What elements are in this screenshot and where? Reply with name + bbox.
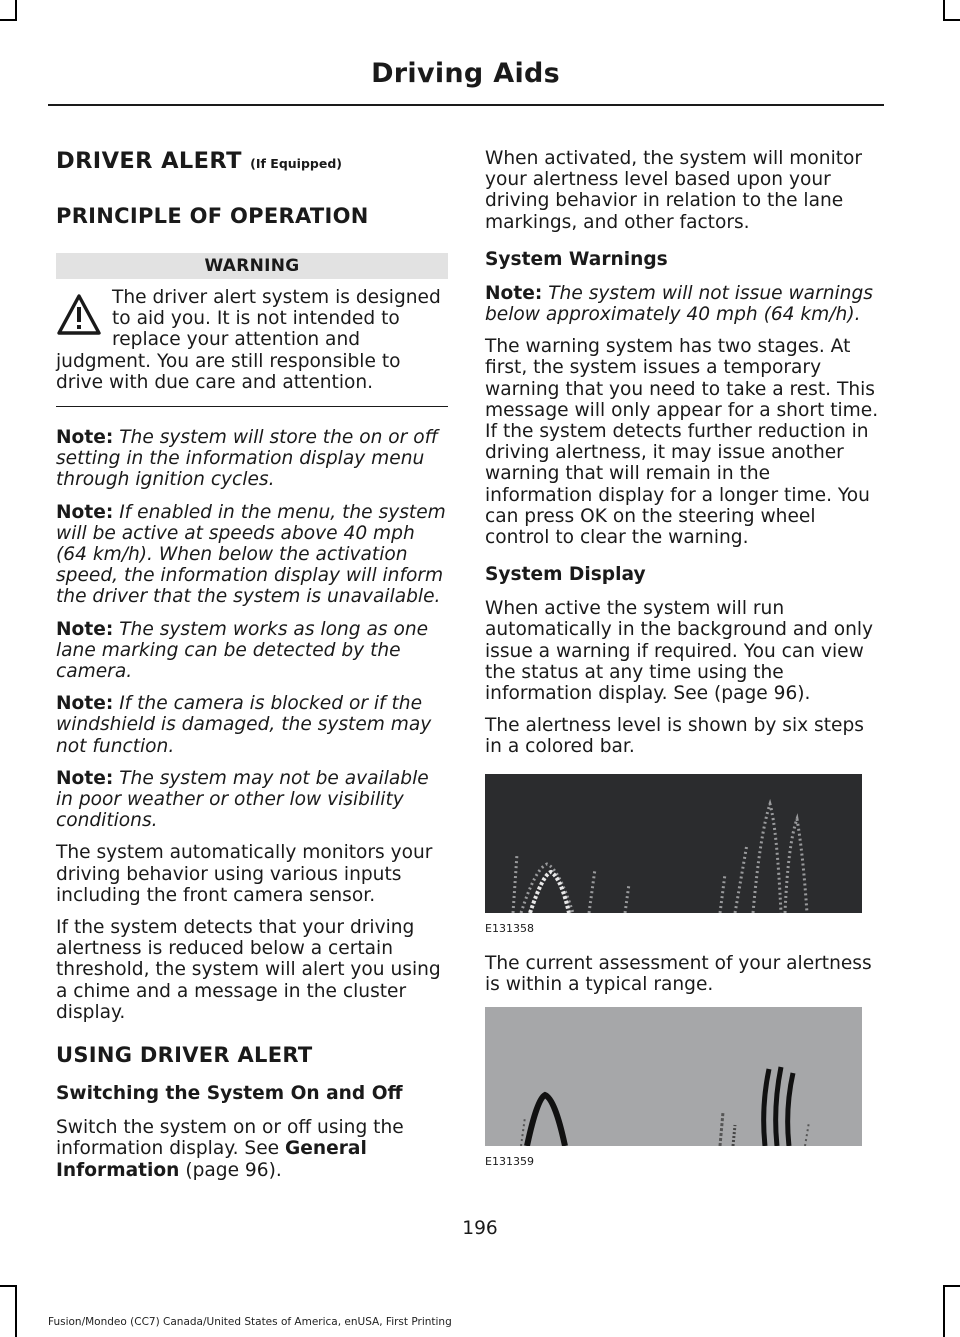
note-label: Note: — [485, 282, 543, 304]
left-column — [56, 148, 448, 1192]
crop-mark — [943, 19, 960, 21]
crop-mark — [943, 1285, 945, 1337]
note-text: The system will store the on or off setting in the information display menu through ignition cycles. — [56, 427, 439, 491]
warning-label: WARNING — [56, 253, 448, 279]
subsection-heading: System Display — [485, 564, 646, 586]
illustration-graphic — [485, 1007, 862, 1146]
note — [485, 283, 880, 325]
warning-box — [56, 287, 448, 407]
paragraph: When active the system will run automatically in the background and only issue a warning if required. You can view the status at any time using the information display. See (page 96). — [485, 598, 874, 705]
paragraph: If the system detects that your driving alertness is reduced below a certain threshold, the system will alert you using a chime and a message in the cluster display. — [56, 917, 441, 1023]
paragraph — [56, 1117, 448, 1181]
warning-triangle-icon — [56, 293, 102, 337]
subheading: PRINCIPLE OF OPERATION — [56, 204, 369, 228]
heading-text: DRIVER ALERT — [56, 148, 242, 174]
cross-reference-link[interactable]: General Information — [56, 1138, 367, 1181]
heading-suffix: (If Equipped) — [250, 156, 342, 171]
right-column — [485, 148, 880, 1186]
note-label: Note: — [56, 618, 114, 640]
illustration-graphic — [485, 774, 862, 913]
crop-mark — [943, 0, 945, 20]
note-text: If the camera is blocked or if the windshield is damaged, the system may not function. — [56, 693, 432, 757]
paragraph: The current assessment of your alertness is within a typical range. — [485, 952, 872, 995]
crop-mark — [15, 0, 17, 20]
figure-caption: E131358 — [485, 921, 534, 935]
switch-text: Switch the system on or off using the information display. See — [56, 1117, 404, 1160]
note-label: Note: — [56, 767, 114, 789]
crop-mark — [943, 1285, 960, 1287]
page-number: 196 — [462, 1218, 498, 1239]
note-text: If enabled in the menu, the system will be active at speeds above 40 mph (64 km/h). When below the activation speed, the information display will inform the driver that the system is unavailable. — [56, 501, 446, 608]
section-heading-2: USING DRIVER ALERT — [56, 1043, 313, 1068]
crop-mark — [15, 1285, 17, 1337]
note-text: The system will not issue warnings below approximately 40 mph (64 km/h). — [485, 282, 873, 326]
note-text: The system works as long as one lane marking can be detected by the camera. — [56, 618, 429, 683]
paragraph: The system automatically monitors your driving behavior using various inputs including the front camera sensor. — [56, 842, 433, 906]
paragraph: When activated, the system will monitor your alertness level based upon your driving behavior in relation to the lane markings, and other factors. — [485, 148, 863, 233]
warning-text: The driver alert system is designed to aid you. It is not intended to replace your attention and judgment. You are still responsible to drive with due care and attention. — [56, 287, 441, 393]
crop-mark — [0, 19, 17, 21]
crop-mark — [0, 1285, 17, 1287]
note — [56, 619, 448, 683]
section-title: Driving Aids — [371, 58, 560, 89]
paragraph: The alertness level is shown by six steps in a colored bar. — [485, 715, 864, 758]
footer-text: Fusion/Mondeo (CC7) Canada/United States of America, enUSA, First Printing — [48, 1316, 452, 1328]
note-label: Note: — [56, 427, 114, 449]
note — [56, 693, 448, 757]
header-divider — [48, 104, 884, 106]
note — [56, 502, 448, 608]
page-reference: (page 96). — [185, 1159, 282, 1181]
figure-caption: E131359 — [485, 1155, 534, 1169]
paragraph: The warning system has two stages. At first, the system issues a temporary warning that you need to take a rest. This message will only appear for a short time. If the system detects further reduction in driving alertness, it may issue another warning that will remain in the information display for a longer time. You can press OK on the steering wheel control to clear the warning. — [485, 336, 879, 549]
illustration-alertness-status — [485, 1007, 862, 1146]
subsection-heading: System Warnings — [485, 248, 668, 270]
note-label: Note: — [56, 501, 114, 523]
note-label: Note: — [56, 693, 114, 715]
section-heading — [56, 148, 448, 177]
note — [56, 427, 448, 491]
subsection-heading: Switching the System On and Off — [56, 1083, 403, 1105]
note — [56, 768, 448, 832]
note-text: The system may not be available in poor weather or other low visibility conditions. — [56, 767, 429, 832]
illustration-alertness-bar — [485, 774, 862, 913]
